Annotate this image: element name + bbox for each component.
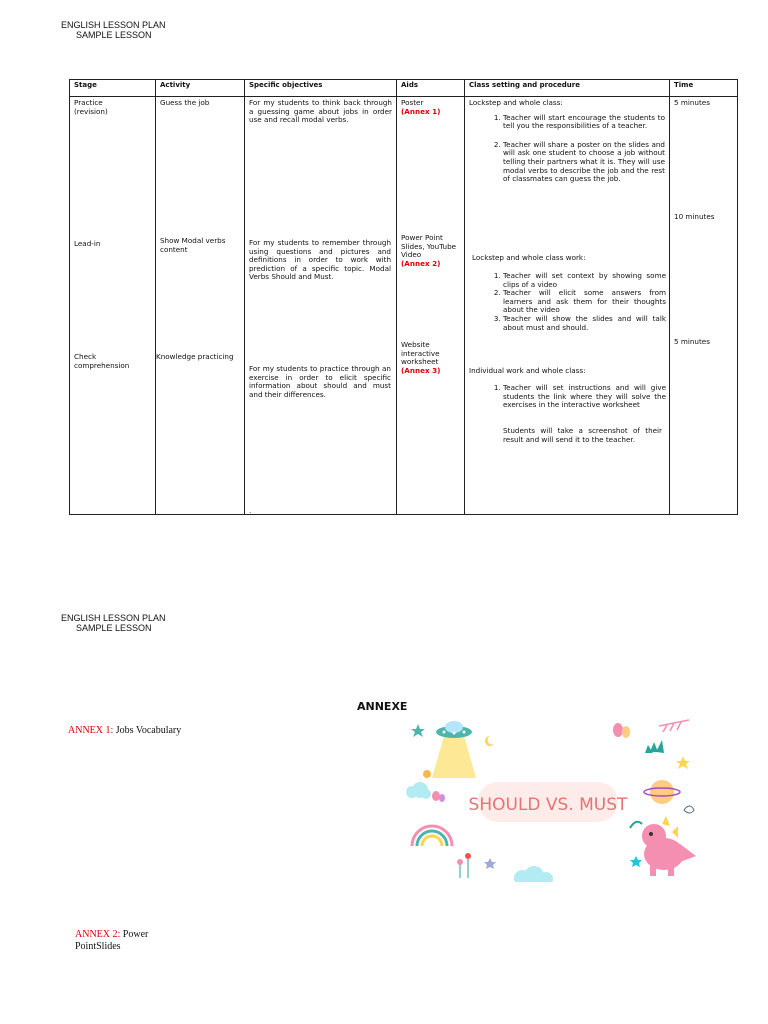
objective-lead-in: For my students to remember through using questions and pictures and definitions in order to work with prediction of a specific topic. Modal Verbs Should and Must.	[249, 238, 391, 282]
time-check: 5 minutes	[674, 337, 710, 346]
annex-2-text-1: Power	[122, 929, 149, 940]
flower-icon	[457, 853, 471, 878]
butterfly-icon	[432, 791, 445, 802]
activity-guess: Guess the job	[160, 98, 210, 107]
list-item: 2. Teacher will share a poster on the slides and will ask one student to choose a job without telling their partners what it is. They will use modal verbs to describe the job and the rest of classmates can guess the job.	[503, 141, 665, 184]
annex-2-line	[75, 929, 148, 953]
header-subtitle: SAMPLE LESSON	[76, 623, 152, 633]
activity-modal: Show Modal verbs content	[160, 236, 226, 254]
ufo-icon	[432, 721, 476, 778]
aids-poster: Poster	[401, 98, 424, 107]
objective-check: For my students to practice through an exercise in order to elicit specific information about should and must and their differences.	[249, 364, 391, 399]
page-header	[61, 20, 166, 40]
stage-practice: Practice (revision)	[74, 98, 108, 116]
list-item: 3. Teacher will show the slides and will talk about must and should.	[503, 315, 666, 332]
aids-powerpoint: Power Point Slides, YouTube Video	[401, 233, 457, 260]
header-subtitle: SAMPLE LESSON	[76, 30, 152, 40]
lesson-plan-table	[69, 79, 738, 515]
time-lead-in: 10 minutes	[674, 212, 715, 221]
header-title: ENGLISH LESSON PLAN	[61, 20, 166, 30]
cloud-icon	[406, 782, 431, 799]
leaf-icon	[684, 806, 694, 813]
time-cell	[670, 97, 738, 515]
list-item: 1. Teacher will set context by showing some clips of a video	[503, 272, 666, 289]
aids-website: Website interactive worksheet	[401, 340, 440, 367]
column-header: Time	[670, 80, 738, 97]
annex-2-text-2: PointSlides	[75, 941, 121, 952]
stage-lead-in: Lead-in	[74, 239, 101, 248]
steps-check	[469, 384, 666, 410]
star-icon	[484, 858, 496, 869]
butterfly-icon	[613, 723, 630, 738]
rainbow-icon	[412, 826, 452, 846]
objective-extra: .	[249, 506, 252, 515]
star-icon	[630, 856, 642, 867]
steps-lead-in	[469, 272, 666, 332]
sun-icon	[423, 770, 431, 778]
cloud-icon	[514, 866, 553, 882]
table-header-row	[70, 80, 738, 97]
objectives-cell	[245, 97, 397, 515]
annex-1-line	[68, 725, 181, 737]
column-header: Activity	[156, 80, 245, 97]
annex-1-label: ANNEX 1:	[68, 725, 114, 736]
annex-ref: (Annex 1)	[401, 106, 441, 116]
dinosaur-icon	[642, 816, 696, 876]
list-item: 1. Teacher will start encourage the students to tell you the responsibilities of a teacher.	[503, 114, 665, 131]
header-title: ENGLISH LESSON PLAN	[61, 613, 166, 623]
stage-check: Check comprehension	[74, 352, 130, 370]
star-icon	[411, 724, 425, 737]
annex-ref: (Annex 3)	[401, 365, 441, 375]
column-header: Class setting and procedure	[465, 80, 670, 97]
steps-practice	[469, 114, 665, 184]
aids-cell	[397, 97, 465, 515]
column-header: Stage	[70, 80, 156, 97]
stage-cell	[70, 97, 156, 515]
column-header: Specific objectives	[245, 80, 397, 97]
activity-knowledge: Knowledge practicing	[156, 352, 234, 361]
annexe-title: ANNEXE	[357, 700, 408, 713]
plant-icon	[645, 740, 664, 753]
annex-ref: (Annex 2)	[401, 258, 441, 268]
time-practice: 5 minutes	[674, 98, 710, 107]
page-header-2	[61, 613, 166, 633]
star-icon	[676, 756, 690, 769]
planet-icon	[644, 780, 680, 804]
poster-artwork	[404, 716, 698, 882]
annex-1-text: Jobs Vocabulary	[115, 725, 182, 736]
objective-practice: For my students to think back through a guessing game about jobs in order use and recall modal verbs.	[249, 98, 392, 125]
table-row	[70, 97, 738, 515]
procedure-cell	[465, 97, 670, 515]
setting-lead-in: Lockstep and whole class work:	[472, 253, 586, 262]
setting-practice: Lockstep and whole class:	[469, 98, 563, 107]
column-header: Aids	[397, 80, 465, 97]
leaf-icon	[659, 720, 689, 732]
procedure-note: Students will take a screenshot of their result and will send it to the teacher.	[503, 426, 662, 444]
list-item: 2. Teacher will elicit some answers from learners and ask them for their thoughts about the video	[503, 289, 666, 315]
poster-title: SHOULD VS. MUST	[468, 795, 628, 815]
should-vs-must-poster	[404, 716, 698, 882]
annex-2-label: ANNEX 2:	[75, 929, 121, 940]
moon-icon	[485, 736, 494, 746]
activity-cell	[156, 97, 245, 515]
setting-check: Individual work and whole class:	[469, 366, 586, 375]
leaf-icon	[630, 822, 642, 828]
list-item: 1. Teacher will set instructions and will give students the link where they will solve the exercises in the interactive worksheet	[503, 384, 666, 410]
